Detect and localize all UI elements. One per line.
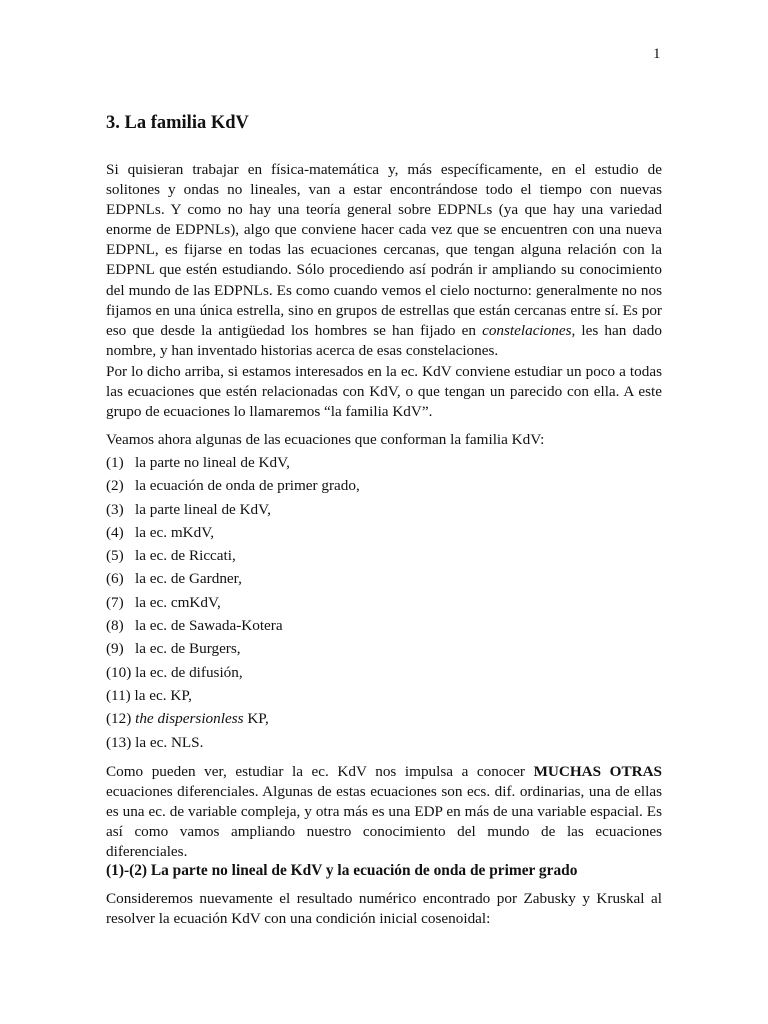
equation-list: [106, 453, 360, 756]
list-item: [106, 500, 360, 523]
list-item: [106, 709, 360, 732]
list-item-number: (1): [106, 454, 124, 471]
paragraph-conclusion-strong: MUCHAS OTRAS: [533, 763, 662, 780]
list-item-text: la ec. mKdV,: [135, 523, 215, 541]
paragraph-conclusion-text-a: Como pueden ver, estudiar la ec. KdV nos impulsa a conocer: [106, 763, 534, 780]
page-number: 1: [653, 46, 661, 62]
list-item-number: (10): [106, 663, 132, 681]
list-item-text: KP,: [243, 710, 269, 728]
list-item: [106, 476, 360, 499]
paragraph-intro: [106, 160, 662, 361]
list-item-number: (2): [106, 477, 124, 495]
list-item-text: la ec. cmKdV,: [135, 593, 221, 611]
list-item-text: la ec. de Burgers,: [135, 640, 241, 658]
paragraph-intro-text-a: Si quisieran trabajar en física-matemática y, más específicamente, en el estudio de solitones y ondas no lineales, van a estar encontrándose todo el tiempo con nuevas EDPNLs. Y como no hay una teoría general sobre EDPNLs (ya que hay una variedad enorme de EDPNLs), algo que conviene hacer cada vez que se encuentren con una nueva EDPNL, es fijarse en todas las ecuaciones cercanas, que tengan alguna relación con la EDPNL que estén estudiando. Sólo procediendo así podrán ir ampliando su conocimiento del mundo de las EDPNLs. Es como cuando vemos el cielo nocturno: generalmente no nos fijamos en una única estrella, sino en grupos de estrellas que están cercanas entre sí. Es por eso que desde la antigüedad los hombres se han fijado en: [106, 161, 662, 339]
list-item-number: (6): [106, 570, 124, 588]
list-item: [106, 569, 360, 592]
list-item-text: la ecuación de onda de primer grado,: [135, 477, 360, 495]
paragraph-zabusky-kruskal: Consideremos nuevamente el resultado numérico encontrado por Zabusky y Kruskal al resolver la ecuación KdV con una condición inicial cosenoidal:: [106, 890, 662, 928]
list-item-number: (11): [106, 686, 131, 704]
list-item-number: (3): [106, 500, 124, 518]
list-item: [106, 453, 360, 476]
list-item: [106, 616, 360, 639]
list-item-number: (12): [106, 710, 132, 728]
list-item-text: la parte no lineal de KdV,: [135, 454, 290, 471]
paragraph-intro-text-b: , les han dado nombre, y han inventado historias acerca de esas constelaciones.: [106, 321, 662, 359]
list-item-text: la parte lineal de KdV,: [135, 500, 271, 518]
list-item-number: (4): [106, 523, 124, 541]
list-item: [106, 733, 360, 756]
list-item: [106, 639, 360, 662]
list-item-text: la ec. de Riccati,: [135, 547, 236, 565]
paragraph-conclusion-text-b: ecuaciones diferenciales. Algunas de estas ecuaciones son ecs. dif. ordinarias, una de ellas es una ec. de variable compleja, y otra más es una EDP en más de una variable espacial. Es así como vamos ampliando nuestro conocimiento del mundo de las ecuaciones diferenciales.: [106, 783, 662, 861]
list-item-text: la ec. de Sawada-Kotera: [135, 617, 283, 635]
list-item: [106, 686, 360, 709]
list-item: [106, 546, 360, 569]
list-item: [106, 663, 360, 686]
list-item-number: (8): [106, 617, 124, 635]
list-item-text: la ec. NLS.: [135, 733, 204, 751]
subsection-title: (1)-(2) La parte no lineal de KdV y la ecuación de onda de primer grado: [106, 862, 578, 879]
list-item: [106, 523, 360, 546]
paragraph-family-definition: Por lo dicho arriba, si estamos interesados en la ec. KdV conviene estudiar un poco a todas las ecuaciones que estén relacionadas con KdV, o que tengan un parecido con ella. A este grupo de ecuaciones lo llamaremos “la familia KdV”.: [106, 363, 662, 421]
list-item-text: la ec. de Gardner,: [135, 570, 242, 588]
list-item-emphasis: the dispersionless: [135, 710, 244, 728]
paragraph-intro-emphasis: constelaciones: [482, 321, 572, 339]
list-item-number: (13): [106, 733, 132, 751]
paragraph-conclusion: [106, 762, 662, 862]
section-title: 3. La familia KdV: [106, 113, 249, 133]
paragraph-list-intro: Veamos ahora algunas de las ecuaciones que conforman la familia KdV:: [106, 431, 545, 448]
list-item-text: la ec. de difusión,: [135, 663, 243, 681]
list-item-number: (5): [106, 547, 124, 565]
list-item-number: (9): [106, 640, 124, 658]
list-item-text: la ec. KP,: [134, 686, 192, 704]
list-item: [106, 593, 360, 616]
list-item-number: (7): [106, 593, 124, 611]
